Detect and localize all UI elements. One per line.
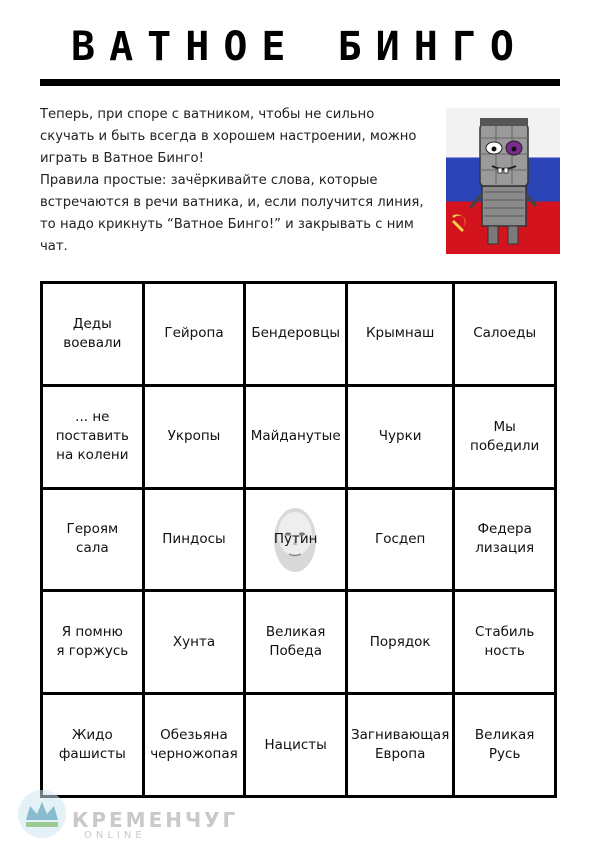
bingo-cell-label: Хунта [172, 633, 216, 650]
vatnik-picture [446, 108, 560, 254]
bingo-cell[interactable] [348, 490, 452, 590]
bingo-cell[interactable] [43, 387, 142, 487]
bingo-cell-label: Великая Победа [265, 624, 326, 660]
bingo-cell-label: Путин [273, 530, 318, 547]
bingo-cell[interactable] [246, 284, 345, 384]
bingo-cell[interactable] [455, 695, 554, 795]
bingo-cell[interactable] [145, 592, 244, 692]
bingo-cell-label: ... не поставить на колени [55, 409, 129, 464]
bingo-cell[interactable] [246, 695, 345, 795]
watermark-subtitle: ONLINE [84, 830, 146, 841]
watermark-name: КРЕМЕНЧУГ [72, 808, 239, 832]
bingo-cell-label: Пиндосы [162, 530, 226, 547]
bingo-cell-label: Героям сала [66, 521, 119, 557]
bingo-cell[interactable] [246, 490, 345, 590]
bingo-cell-label: Майданутые [250, 428, 341, 445]
crown-logo-icon [14, 786, 74, 842]
bingo-cell[interactable] [43, 695, 142, 795]
bingo-cell-label: Мы победили [470, 418, 540, 454]
bingo-cell[interactable] [145, 284, 244, 384]
bingo-cell[interactable] [246, 592, 345, 692]
bingo-cell-label: Бендеровцы [251, 325, 340, 342]
bingo-cell-label: Я помню я горжусь [56, 624, 129, 660]
bingo-cell[interactable] [43, 592, 142, 692]
bingo-cell-label: Великая Русь [474, 727, 535, 763]
bingo-cell-label: Обезьяна черножопая [150, 727, 238, 763]
bingo-cell-label: Гейропа [164, 325, 224, 342]
bingo-cell-label: Салоеды [473, 325, 537, 342]
bingo-cell[interactable] [348, 695, 452, 795]
intro-paragraph-1: Теперь, при споре с ватником, чтобы не сильно скучать и быть всегда в хорошем настроении, можно играть в Ватное Бинго! [40, 107, 417, 166]
bingo-cell[interactable] [43, 284, 142, 384]
bingo-cell-label: Деды воевали [63, 315, 122, 351]
bingo-cell-label: Нацисты [264, 736, 327, 753]
bingo-cell[interactable] [145, 387, 244, 487]
bingo-cell-label: Жидо фашисты [58, 727, 126, 763]
title-divider [40, 79, 560, 86]
vatnik-character-icon [446, 108, 560, 254]
bingo-cell[interactable] [455, 284, 554, 384]
bingo-cell-label: Стабиль ность [475, 624, 535, 660]
bingo-cell[interactable] [348, 592, 452, 692]
bingo-cell[interactable] [145, 695, 244, 795]
bingo-grid [40, 281, 557, 798]
bingo-cell-label: Крымнаш [365, 325, 435, 342]
page-title: ВАТНОЕ БИНГО [71, 24, 528, 70]
bingo-cell[interactable] [246, 387, 345, 487]
bingo-cell-label: Госдеп [374, 530, 426, 547]
bingo-cell[interactable] [348, 387, 452, 487]
bingo-cell[interactable] [455, 387, 554, 487]
bingo-cell-label: Загнивающая Европа [351, 727, 450, 763]
intro-paragraph-2: Правила простые: зачёркивайте слова, которые встречаются в речи ватника, и, если получится линия, то надо крикнуть “Ватное Бинго!” и закрывать с ним чат. [40, 173, 424, 254]
bingo-cell[interactable] [43, 490, 142, 590]
intro-text [40, 104, 432, 258]
bingo-cell-label: Чурки [378, 428, 422, 445]
bingo-cell-label: Укропы [167, 428, 221, 445]
bingo-cell[interactable] [455, 592, 554, 692]
bingo-cell-label: Порядок [369, 633, 431, 650]
bingo-cell[interactable] [348, 284, 452, 384]
bingo-cell[interactable] [455, 490, 554, 590]
bingo-cell[interactable] [145, 490, 244, 590]
bingo-cell-label: Федера лизация [475, 521, 535, 557]
